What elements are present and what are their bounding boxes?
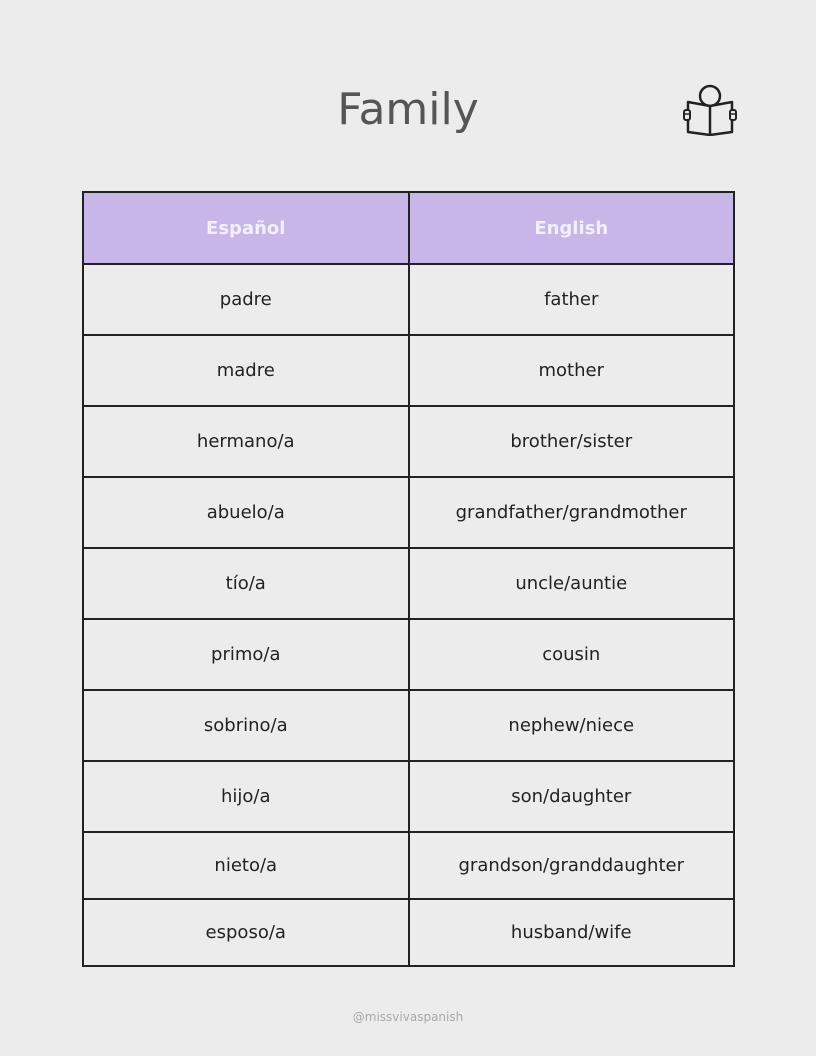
footer-credit: @missvivaspanish	[352, 1010, 464, 1024]
english-word: husband/wife	[409, 899, 735, 966]
spanish-word: nieto/a	[83, 832, 409, 899]
table-header-row	[83, 192, 734, 264]
english-word: mother	[409, 335, 735, 406]
table-row	[83, 335, 734, 406]
table-row	[83, 548, 734, 619]
spanish-word: padre	[83, 264, 409, 335]
spanish-word: abuelo/a	[83, 477, 409, 548]
reading-book-icon	[682, 84, 738, 136]
table-row	[83, 832, 734, 899]
spanish-word: hijo/a	[83, 761, 409, 832]
spanish-word: primo/a	[83, 619, 409, 690]
table-row	[83, 899, 734, 966]
english-word: nephew/niece	[409, 690, 735, 761]
table-row	[83, 761, 734, 832]
table-row	[83, 690, 734, 761]
table-row	[83, 619, 734, 690]
english-word: cousin	[409, 619, 735, 690]
english-word: son/daughter	[409, 761, 735, 832]
english-word: brother/sister	[409, 406, 735, 477]
column-header-english: English	[409, 192, 735, 264]
spanish-word: sobrino/a	[83, 690, 409, 761]
english-word: grandfather/grandmother	[409, 477, 735, 548]
spanish-word: tío/a	[83, 548, 409, 619]
spanish-word: hermano/a	[83, 406, 409, 477]
table-row	[83, 406, 734, 477]
english-word: uncle/auntie	[409, 548, 735, 619]
vocabulary-table	[82, 191, 735, 967]
table-row	[83, 477, 734, 548]
spanish-word: esposo/a	[83, 899, 409, 966]
column-header-spanish: Español	[83, 192, 409, 264]
page-title: Family	[337, 84, 479, 135]
spanish-word: madre	[83, 335, 409, 406]
table-row	[83, 264, 734, 335]
english-word: father	[409, 264, 735, 335]
english-word: grandson/granddaughter	[409, 832, 735, 899]
